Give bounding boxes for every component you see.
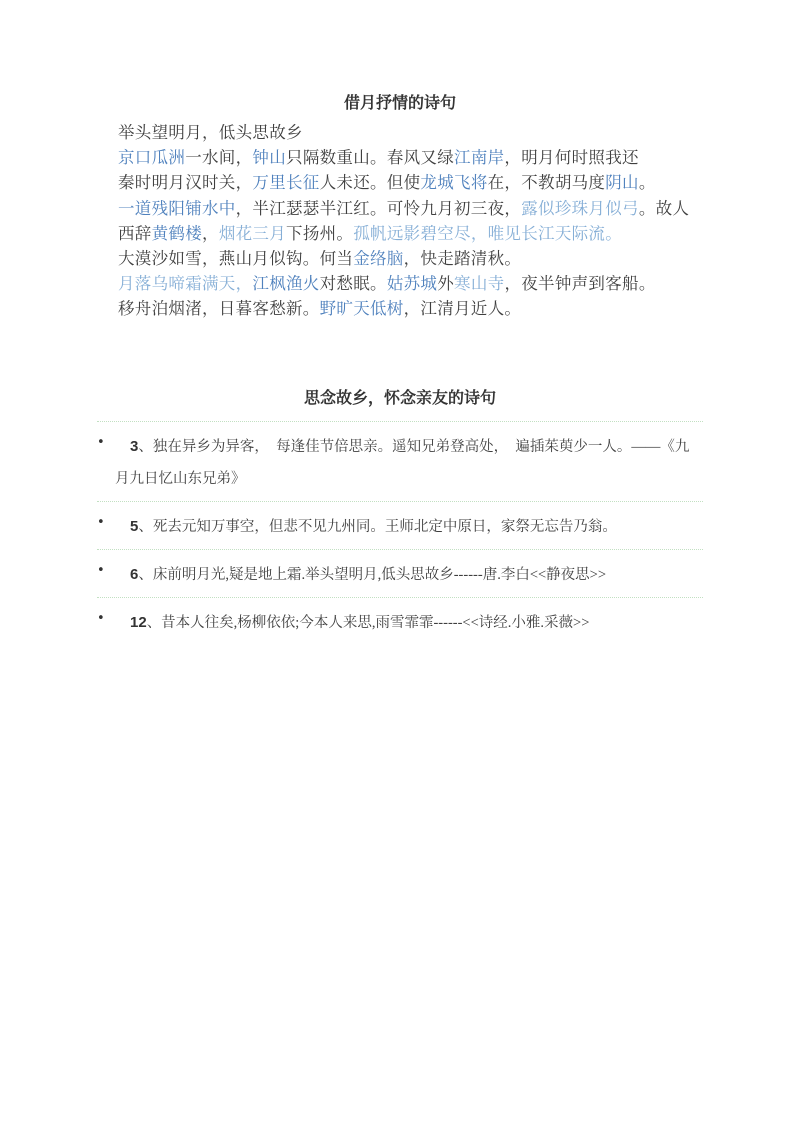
list-item [97, 550, 703, 597]
poem-link[interactable]: 姑苏城 [386, 274, 438, 294]
poem-link[interactable]: 金络脑 [353, 249, 404, 269]
poem-text: 只隔数重山。春风又绿 [286, 148, 455, 168]
poem-link[interactable]: 万里长征 [252, 173, 320, 193]
poem-link[interactable]: 一道残阳铺水中 [118, 198, 236, 218]
poem-text: 西辞 [118, 223, 152, 243]
poem-text: 在，不教胡马度 [487, 173, 606, 193]
poem-text: 外 [437, 274, 455, 294]
bullet-icon: • [97, 514, 105, 530]
list-item-text [115, 439, 689, 487]
poem-line [118, 170, 703, 195]
list-item-body: 、昔本人往矣,杨柳依依;今本人来思,雨雪霏霏------<<诗经.小雅.采薇>> [146, 614, 590, 631]
poem-link[interactable]: 阴山 [605, 173, 639, 193]
poem-text: 一水间， [185, 148, 253, 168]
poem-link[interactable]: 黄鹤楼 [151, 223, 203, 243]
poem-text: ，快走踏清秋。 [403, 249, 522, 269]
poem-link[interactable]: 寒山寺 [454, 274, 505, 294]
poem-text: 举头望明月，低头思故乡 [118, 123, 303, 142]
poem-text: 下扬州。 [286, 223, 354, 243]
bullet-icon: • [97, 610, 105, 626]
poem-line [118, 221, 703, 246]
poem-text: 对愁眠。 [319, 274, 387, 294]
poem-text: ，夜半钟声到客船。 [504, 274, 656, 294]
poem-text: 人未还。但使 [319, 173, 421, 193]
list-item-number: 12 [130, 613, 147, 631]
bullet-icon: • [97, 562, 105, 578]
poem-text: 大漠沙如雪，燕山月似钩。何当 [118, 249, 354, 269]
list-item-text [115, 615, 589, 631]
poem-line [118, 271, 703, 296]
poem-link[interactable]: 江南岸 [454, 148, 505, 168]
list-item-body: 、独在异乡为异客， 每逢佳节倍思亲。遥知兄弟登高处， 遍插茱萸少一人。——《九月九日忆山东兄弟》 [115, 438, 690, 487]
poem-text: ，江清月近人。 [403, 299, 522, 319]
poem-text: 。故人 [638, 198, 690, 218]
poem-link[interactable]: 钟山 [252, 148, 287, 168]
section2-title: 思念故乡，怀念亲友的诗句 [303, 389, 496, 407]
poem-text: ， [202, 223, 219, 243]
poem-text: 秦时明月汉时关， [118, 173, 253, 193]
list-item-number: 3 [130, 437, 139, 455]
poem-line [118, 296, 703, 321]
poem-link[interactable]: 月落乌啼霜满天， [118, 274, 253, 294]
list-item [97, 598, 703, 645]
list-item-text [115, 519, 617, 535]
poem-line [118, 145, 703, 170]
poem-line [118, 196, 703, 221]
poem-text: ，半江瑟瑟半江红。可怜九月初三夜， [235, 198, 522, 218]
poem-link[interactable]: 江枫渔火 [252, 274, 320, 294]
poem-link[interactable]: 烟花三月 [218, 223, 287, 243]
poem-text: 移舟泊烟渚，日暮客愁新。 [118, 299, 320, 319]
poem-link[interactable]: 龙城飞将 [420, 173, 488, 193]
list-item-text [115, 567, 606, 583]
poem-line [118, 120, 703, 145]
list-item-number: 6 [130, 565, 139, 583]
quote-list [97, 421, 703, 645]
list-item-body: 、死去元知万事空，但悲不见九州同。王师北定中原日，家祭无忘告乃翁。 [138, 518, 617, 535]
bullet-icon: • [97, 434, 105, 450]
section1-title: 借月抒情的诗句 [343, 95, 456, 112]
list-item-body: 、床前明月光,疑是地上霜.举头望明月,低头思故乡------唐.李白<<静夜思>> [138, 566, 607, 583]
poem-link[interactable]: 露似珍珠月似弓 [521, 198, 639, 218]
list-item-number: 5 [130, 517, 139, 535]
list-item [97, 502, 703, 549]
poem-paragraph [118, 120, 703, 322]
poem-line [118, 246, 703, 271]
poem-link[interactable]: 野旷天低树 [319, 299, 404, 319]
poem-link[interactable]: 京口瓜洲 [118, 148, 186, 168]
list-item [97, 422, 703, 501]
poem-link[interactable]: 孤帆远影碧空尽，唯见长江天际流。 [353, 223, 623, 243]
poem-text: 。 [638, 173, 656, 193]
poem-text: ，明月何时照我还 [504, 148, 639, 168]
